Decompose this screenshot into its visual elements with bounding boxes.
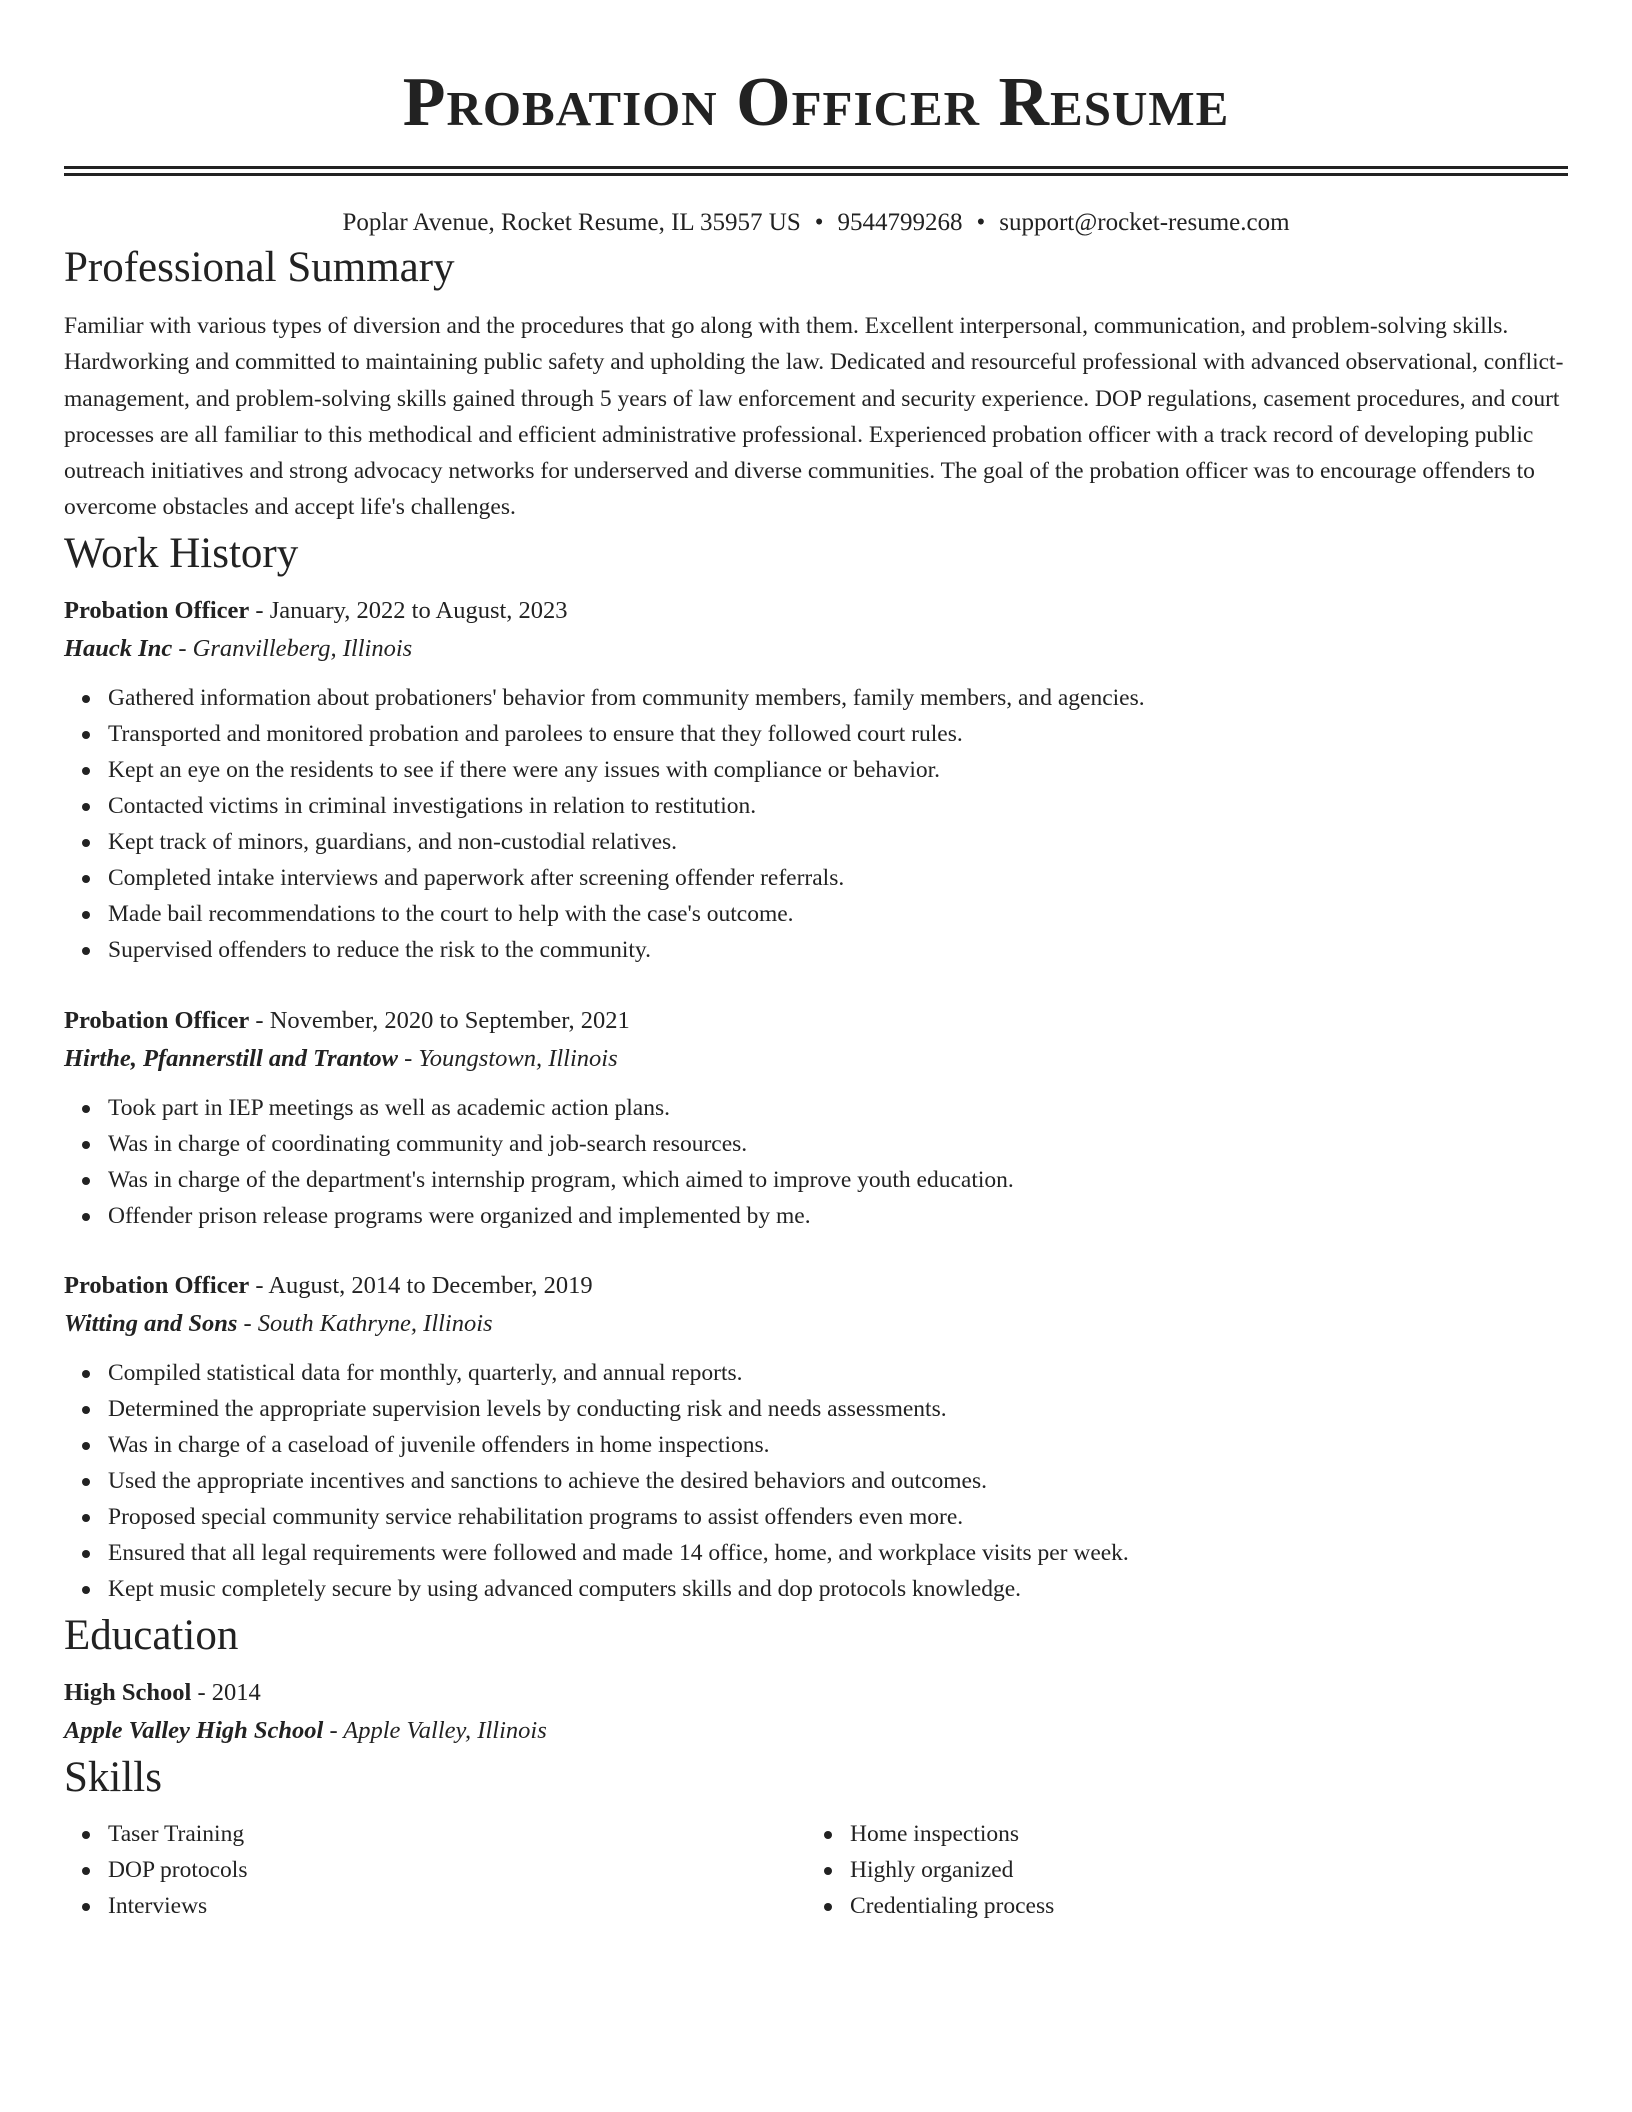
education-heading: Education [64, 1611, 239, 1659]
skills-grid [64, 1816, 1568, 1924]
job-duties-list [64, 1355, 1568, 1608]
contact-separator: • [976, 209, 986, 236]
employer-location: - Granvilleberg, Illinois [172, 634, 413, 662]
title-divider [64, 166, 1568, 176]
degree: High School [64, 1678, 192, 1706]
job-entry [64, 1267, 1568, 1608]
summary-heading: Professional Summary [64, 244, 455, 291]
employer-line [64, 630, 1568, 668]
skill-item: Home inspections [850, 1816, 1506, 1852]
contact-address: Poplar Avenue, Rocket Resume, IL 35957 US [342, 209, 801, 236]
job-title: Probation Officer [64, 596, 250, 624]
employer-location: - South Kathryne, Illinois [237, 1309, 493, 1337]
job-duty: Supervised offenders to reduce the risk to the community. [108, 932, 1568, 968]
skills-column-right [806, 1816, 1506, 1924]
employer-name: Witting and Sons [64, 1309, 238, 1337]
employer-line [64, 1305, 1568, 1343]
education-entry [64, 1674, 1568, 1750]
job-duty: Used the appropriate incentives and sanctions to achieve the desired behaviors and outcomes. [108, 1463, 1568, 1499]
job-duty: Ensured that all legal requirements were followed and made 14 office, home, and workplace visits per week. [108, 1535, 1568, 1571]
job-duties-list [64, 680, 1568, 969]
job-duty: Proposed special community service rehabilitation programs to assist offenders even more. [108, 1499, 1568, 1535]
job-duty: Determined the appropriate supervision levels by conducting risk and needs assessments. [108, 1391, 1568, 1427]
skills-column-left [64, 1816, 806, 1924]
school-location: - Apple Valley, Illinois [323, 1716, 547, 1744]
job-duty: Kept track of minors, guardians, and non-custodial relatives. [108, 824, 1568, 860]
skill-item: DOP protocols [108, 1852, 806, 1888]
job-title-line [64, 1267, 1568, 1305]
employer-name: Hauck Inc [64, 634, 173, 662]
job-duty: Was in charge of the department's internship program, which aimed to improve youth education. [108, 1162, 1568, 1198]
contact-separator: • [814, 209, 824, 236]
contact-line [64, 206, 1568, 240]
job-entry [64, 592, 1568, 969]
job-duty: Was in charge of coordinating community and job-search resources. [108, 1126, 1568, 1162]
skills-list [64, 1816, 806, 1924]
job-entry [64, 1002, 1568, 1234]
employer-name: Hirthe, Pfannerstill and Trantow [64, 1044, 398, 1072]
skills-list [806, 1816, 1506, 1924]
degree-line [64, 1674, 1568, 1712]
job-duty: Took part in IEP meetings as well as academic action plans. [108, 1090, 1568, 1126]
job-duty: Kept music completely secure by using advanced computers skills and dop protocols knowledge. [108, 1571, 1568, 1607]
job-title-line [64, 1002, 1568, 1040]
job-duties-list [64, 1090, 1568, 1234]
graduation-year: - 2014 [191, 1678, 261, 1706]
skills-heading: Skills [64, 1753, 162, 1801]
work-history-heading: Work History [64, 529, 299, 577]
job-duty: Made bail recommendations to the court to help with the case's outcome. [108, 896, 1568, 932]
job-dates: - January, 2022 to August, 2023 [249, 596, 568, 624]
school-line [64, 1712, 1568, 1750]
job-duty: Completed intake interviews and paperwork after screening offender referrals. [108, 860, 1568, 896]
resume-title: Probation Officer Resume [402, 64, 1230, 141]
job-duty: Offender prison release programs were organized and implemented by me. [108, 1198, 1568, 1234]
job-duty: Compiled statistical data for monthly, quarterly, and annual reports. [108, 1355, 1568, 1391]
summary-text: Familiar with various types of diversion and the procedures that go along with them. Excellent interpersonal, communication, and problem-solving skills. Hardworking and committed to maintaining public safety and upholding the law. Dedicated and resourceful professional with advanced observational, conflict-management, and problem-solving skills gained through 5 years of law enforcement and security experience. DOP regulations, casement procedures, and court processes are all familiar to this methodical and efficient administrative professional. Experienced probation officer with a track record of developing public outreach initiatives and strong advocacy networks for underserved and diverse communities. The goal of the probation officer was to encourage offenders to overcome obstacles and accept life's challenges. [64, 313, 1564, 521]
skill-item: Credentialing process [850, 1888, 1506, 1924]
job-title-line [64, 592, 1568, 630]
job-duty: Transported and monitored probation and parolees to ensure that they followed court rules. [108, 716, 1568, 752]
skill-item: Interviews [108, 1888, 806, 1924]
job-duty: Gathered information about probationers' behavior from community members, family members, and agencies. [108, 680, 1568, 716]
contact-email: support@rocket-resume.com [999, 209, 1290, 236]
job-duty: Contacted victims in criminal investigations in relation to restitution. [108, 788, 1568, 824]
job-dates: - August, 2014 to December, 2019 [249, 1271, 593, 1299]
employer-location: - Youngstown, Illinois [398, 1044, 618, 1072]
contact-phone: 9544799268 [837, 209, 963, 236]
job-title: Probation Officer [64, 1006, 250, 1034]
skill-item: Taser Training [108, 1816, 806, 1852]
job-title: Probation Officer [64, 1271, 250, 1299]
employer-line [64, 1040, 1568, 1078]
skill-item: Highly organized [850, 1852, 1506, 1888]
job-duty: Kept an eye on the residents to see if there were any issues with compliance or behavior. [108, 752, 1568, 788]
job-duty: Was in charge of a caseload of juvenile offenders in home inspections. [108, 1427, 1568, 1463]
job-dates: - November, 2020 to September, 2021 [249, 1006, 630, 1034]
school-name: Apple Valley High School [64, 1716, 324, 1744]
